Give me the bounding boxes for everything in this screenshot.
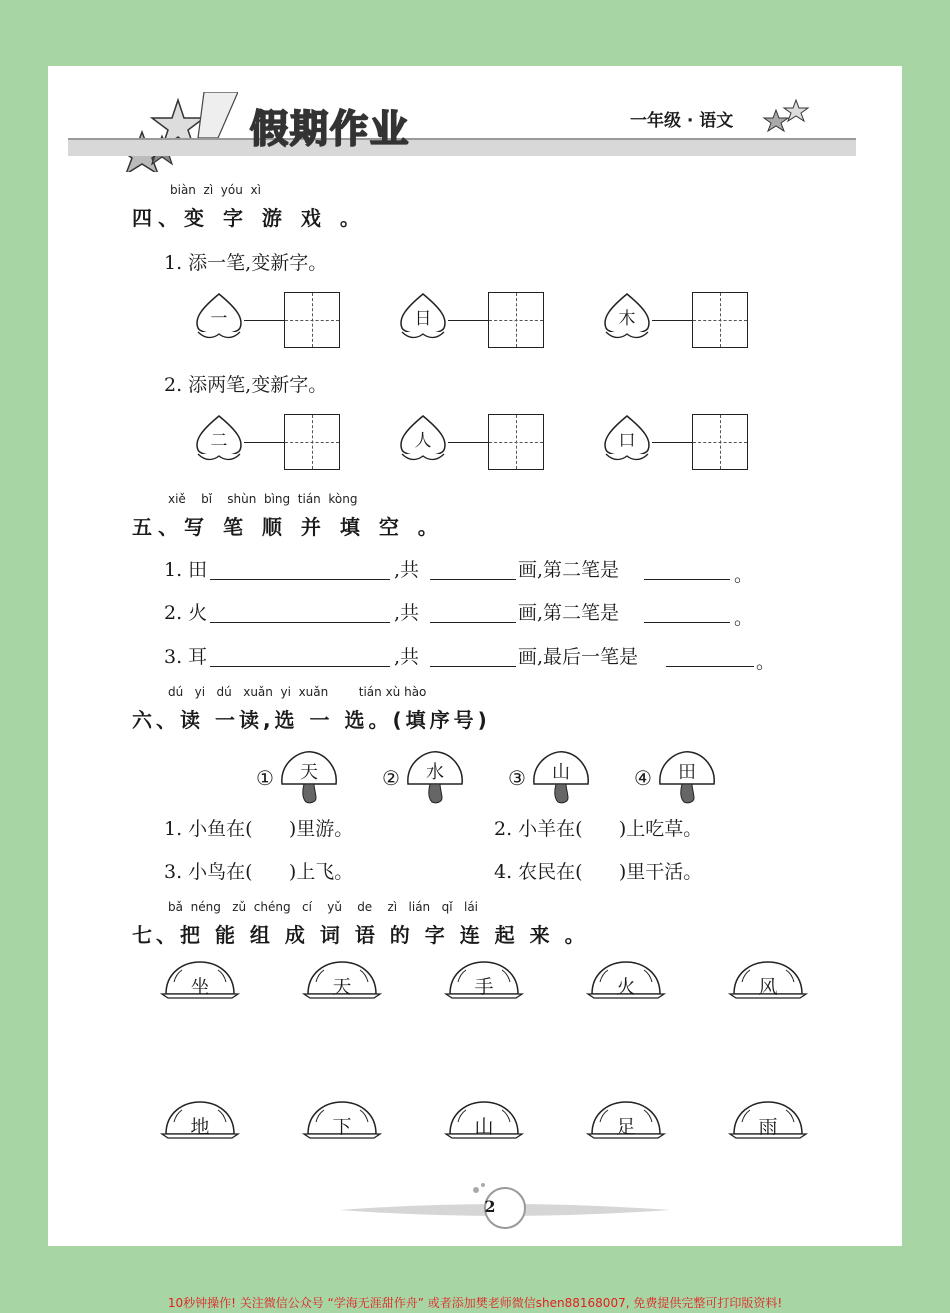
connector-line bbox=[244, 442, 285, 443]
blank-line[interactable] bbox=[644, 621, 730, 623]
stroke-q1-prefix: 1. 田 bbox=[164, 559, 208, 581]
mushroom-icon bbox=[656, 748, 720, 804]
stars-icon bbox=[118, 92, 238, 172]
stroke-q3-suffix: 画,最后一笔是 bbox=[518, 646, 639, 668]
peach-icon bbox=[192, 292, 252, 344]
peach-char: 日 bbox=[414, 309, 432, 329]
connector-line bbox=[448, 320, 489, 321]
dumpling-card[interactable] bbox=[160, 960, 240, 1004]
stroke-q3-prefix: 3. 耳 bbox=[164, 646, 208, 668]
dumpling-card[interactable] bbox=[302, 1100, 382, 1144]
section7-pinyin: bǎ néng zǔ chéng cí yǔ de zì lián qǐ lái bbox=[168, 900, 479, 914]
section7-title: 七、把 能 组 成 词 语 的 字 连 起 来 。 bbox=[132, 923, 589, 947]
stroke-q1-suffix: 画,第二笔是 bbox=[518, 559, 620, 581]
small-stars-icon bbox=[762, 98, 810, 134]
option-char: 田 bbox=[678, 762, 696, 783]
mushroom-icon bbox=[404, 748, 468, 804]
dumpling-char: 火 bbox=[616, 976, 636, 998]
dumpling-char: 雨 bbox=[758, 1116, 778, 1138]
stroke-q2-mid: ,共 bbox=[394, 602, 420, 624]
option-char: 山 bbox=[552, 762, 570, 783]
section5-pinyin: xiě bǐ shùn bìng tián kòng bbox=[168, 492, 358, 506]
dumpling-char: 手 bbox=[474, 976, 494, 998]
writing-box[interactable] bbox=[488, 414, 544, 470]
section4-title: 四、变 字 游 戏 。 bbox=[132, 206, 366, 230]
choice-q4: 4. 农民在( )里干活。 bbox=[494, 861, 703, 883]
peach-char: 人 bbox=[414, 431, 432, 451]
peach-char: 口 bbox=[618, 431, 636, 451]
section4-q1: 1. 添一笔,变新字。 bbox=[164, 252, 328, 274]
option-number: ① bbox=[256, 766, 274, 790]
dumpling-card[interactable] bbox=[444, 960, 524, 1004]
header-title: 假期作业 bbox=[250, 107, 411, 151]
section4-q2: 2. 添两笔,变新字。 bbox=[164, 374, 328, 396]
blank-line[interactable] bbox=[210, 665, 390, 667]
section4-pinyin: biàn zì yóu xì bbox=[170, 183, 261, 197]
header-grade: 一年级 · 语文 bbox=[630, 111, 734, 131]
footer-notice: 10秒钟操作! 关注微信公众号 “学海无涯甜作舟” 或者添加樊老师微信shen88168007, 免费提供完整可打印版资料! bbox=[167, 1296, 783, 1310]
connector-line bbox=[244, 320, 285, 321]
section5-title: 五、写 笔 顺 并 填 空 。 bbox=[132, 515, 444, 539]
option-number: ③ bbox=[508, 766, 526, 790]
page-number-banner bbox=[340, 1180, 670, 1230]
mushroom-icon bbox=[278, 748, 342, 804]
connector-line bbox=[652, 442, 693, 443]
header-bar bbox=[68, 138, 856, 156]
peach-icon bbox=[396, 292, 456, 344]
peach-char: 一 bbox=[210, 309, 228, 329]
option-char: 水 bbox=[426, 762, 444, 783]
peach-char: 二 bbox=[210, 431, 228, 451]
writing-box[interactable] bbox=[284, 414, 340, 470]
writing-box[interactable] bbox=[284, 292, 340, 348]
blank-line[interactable] bbox=[430, 578, 516, 580]
stroke-q2-end: 。 bbox=[734, 607, 754, 629]
peach-char: 木 bbox=[618, 309, 636, 329]
peach-icon bbox=[396, 414, 456, 466]
peach-icon bbox=[192, 414, 252, 466]
dumpling-char: 天 bbox=[332, 976, 352, 998]
section6-title: 六、读 一读,选 一 选。(填序号) bbox=[132, 708, 491, 732]
dumpling-char: 山 bbox=[474, 1116, 494, 1138]
stroke-q3-mid: ,共 bbox=[394, 646, 420, 668]
dumpling-char: 坐 bbox=[190, 976, 210, 998]
option-number: ② bbox=[382, 766, 400, 790]
option-char: 天 bbox=[300, 762, 318, 783]
dumpling-card[interactable] bbox=[302, 960, 382, 1004]
dumpling-card[interactable] bbox=[586, 960, 666, 1004]
blank-line[interactable] bbox=[430, 621, 516, 623]
dumpling-char: 下 bbox=[332, 1116, 352, 1138]
connector-line bbox=[448, 442, 489, 443]
page-number: 2 bbox=[484, 1197, 496, 1216]
dumpling-char: 地 bbox=[190, 1116, 210, 1138]
stroke-q3-end: 。 bbox=[756, 651, 776, 673]
blank-line[interactable] bbox=[210, 578, 390, 580]
stroke-q1-end: 。 bbox=[734, 564, 754, 586]
section6-pinyin: dú yi dú xuǎn yi xuǎn tián xù hào bbox=[168, 685, 427, 699]
dumpling-char: 足 bbox=[616, 1116, 636, 1138]
stroke-q2-prefix: 2. 火 bbox=[164, 602, 208, 624]
dumpling-char: 风 bbox=[758, 976, 778, 998]
stroke-q2-suffix: 画,第二笔是 bbox=[518, 602, 620, 624]
blank-line[interactable] bbox=[644, 578, 730, 580]
dumpling-card[interactable] bbox=[444, 1100, 524, 1144]
choice-q3: 3. 小鸟在( )上飞。 bbox=[164, 861, 354, 883]
peach-icon bbox=[600, 292, 660, 344]
writing-box[interactable] bbox=[692, 414, 748, 470]
dumpling-card[interactable] bbox=[728, 960, 808, 1004]
dumpling-card[interactable] bbox=[728, 1100, 808, 1144]
writing-box[interactable] bbox=[488, 292, 544, 348]
stroke-q1-mid: ,共 bbox=[394, 559, 420, 581]
blank-line[interactable] bbox=[210, 621, 390, 623]
option-number: ④ bbox=[634, 766, 652, 790]
writing-box[interactable] bbox=[692, 292, 748, 348]
mushroom-icon bbox=[530, 748, 594, 804]
blank-line[interactable] bbox=[666, 665, 754, 667]
peach-icon bbox=[600, 414, 660, 466]
choice-q1: 1. 小鱼在( )里游。 bbox=[164, 818, 354, 840]
choice-q2: 2. 小羊在( )上吃草。 bbox=[494, 818, 703, 840]
blank-line[interactable] bbox=[430, 665, 516, 667]
dumpling-card[interactable] bbox=[160, 1100, 240, 1144]
connector-line bbox=[652, 320, 693, 321]
dumpling-card[interactable] bbox=[586, 1100, 666, 1144]
